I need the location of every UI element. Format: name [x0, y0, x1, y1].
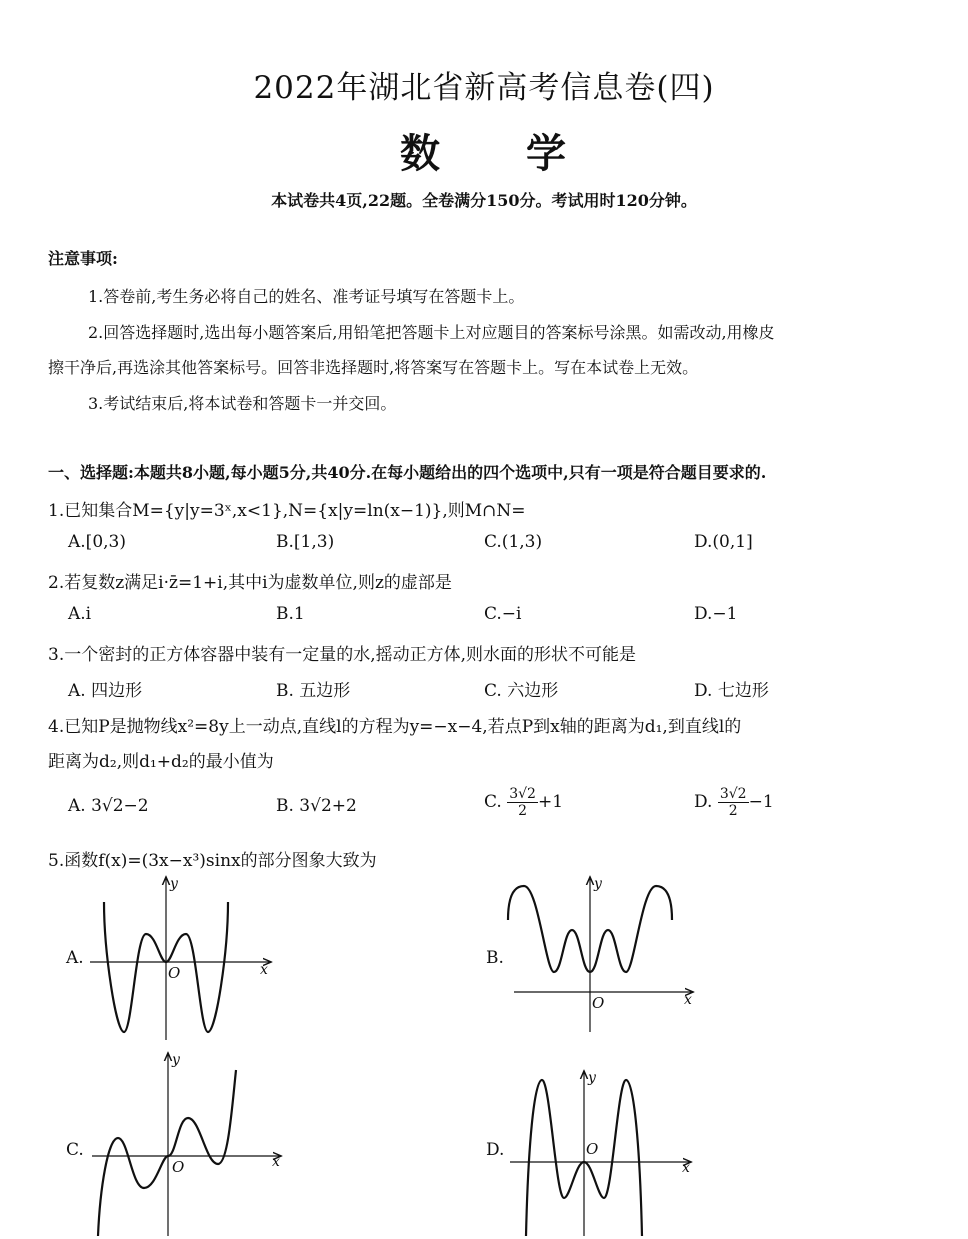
q1-option-c: C.(1,3): [484, 532, 543, 552]
figure-a-graph: [80, 872, 280, 1047]
q2-option-a: A.i: [68, 604, 92, 624]
q4-option-c-label: C.: [484, 792, 502, 813]
q4-c-denominator: 2: [518, 803, 528, 820]
q2-option-b: B.1: [276, 604, 305, 624]
figure-b-graph: [502, 872, 702, 1037]
note-item-2a: 2.回答选择题时,选出每小题答案后,用铅笔把答题卡上对应题目的答案标号涂黑。如需改动,用橡皮: [88, 323, 775, 342]
question-2-stem: 2.若复数z满足i·z̄=1+i,其中i为虚数单位,则z的虚部是: [48, 573, 452, 593]
q1-option-d: D.(0,1]: [694, 532, 753, 552]
q3-option-c: C. 六边形: [484, 681, 559, 701]
figure-a-y-label: y: [170, 876, 178, 892]
figure-a-x-label: x: [260, 962, 268, 978]
q2-option-c: C.−i: [484, 604, 522, 624]
figure-c-origin: O: [172, 1158, 185, 1176]
q1-option-b: B.[1,3): [276, 532, 335, 552]
q4-c-numerator: 3√2: [509, 786, 536, 802]
q4-option-a: A. 3√2−2: [68, 796, 149, 816]
figure-b-origin: O: [592, 994, 605, 1012]
figure-c-graph: [86, 1048, 290, 1238]
q3-option-b: B. 五边形: [276, 681, 351, 701]
page-title: 2022年湖北省新高考信息卷(四): [253, 70, 715, 106]
q4-option-d-label: D.: [694, 792, 713, 813]
q4-option-c-fraction: [507, 786, 538, 819]
figure-d-origin: O: [586, 1140, 599, 1158]
exam-info: 本试卷共4页,22题。全卷满分150分。考试用时120分钟。: [271, 191, 697, 210]
question-5-stem: 5.函数f(x)=(3x−x³)sinx的部分图象大致为: [48, 851, 377, 871]
figure-d-graph: [504, 1068, 700, 1238]
q4-d-numerator: 3√2: [719, 786, 747, 802]
q2-option-d: D.−1: [694, 604, 738, 624]
notes-title: 注意事项:: [48, 249, 118, 268]
figure-a-origin: O: [168, 964, 181, 982]
question-1-stem: 1.已知集合M={y|y=3ˣ,x<1},N={x|y=ln(x−1)},则M∩N=: [48, 501, 526, 521]
q3-option-d: D. 七边形: [694, 681, 769, 701]
section-heading: 一、选择题:本题共8小题,每小题5分,共40分.在每小题给出的四个选项中,只有一项是符合题目要求的.: [48, 463, 767, 482]
note-item-3: 3.考试结束后,将本试卷和答题卡一并交回。: [88, 394, 397, 413]
subject-title: 数 学: [400, 130, 568, 177]
q4-option-d-tail: −1: [748, 792, 774, 813]
figure-c-y-label: y: [172, 1052, 180, 1068]
figure-b-y-label: y: [594, 876, 602, 892]
figure-c-label: C.: [66, 1140, 84, 1160]
figure-c-x-label: x: [272, 1154, 280, 1170]
q4-option-b: B. 3√2+2: [276, 796, 357, 816]
note-item-2b: 擦干净后,再选涂其他答案标号。回答非选择题时,将答案写在答题卡上。写在本试卷上无效。: [48, 358, 699, 377]
q4-option-c: [484, 786, 563, 819]
q4-option-c-tail: +1: [537, 792, 564, 813]
q4-option-d-fraction: [718, 786, 749, 819]
q4-option-d: [694, 786, 774, 819]
figure-d-y-label: y: [588, 1070, 596, 1086]
q1-option-a: A.[0,3): [68, 532, 126, 552]
q3-option-a: A. 四边形: [68, 681, 143, 701]
note-item-1: 1.答卷前,考生务必将自己的姓名、准考证号填写在答题卡上。: [88, 287, 525, 306]
figure-d-label: D.: [486, 1140, 505, 1160]
figure-a-label: A.: [66, 948, 84, 968]
figure-c-curve: [98, 1070, 236, 1236]
q4-d-denominator: 2: [728, 803, 738, 820]
question-4-stem-line2: 距离为d₂,则d₁+d₂的最小值为: [48, 752, 274, 772]
question-4-stem-line1: 4.已知P是抛物线x²=8y上一动点,直线l的方程为y=−x−4,若点P到x轴的距离为d₁,到直线l的: [48, 717, 742, 737]
figure-d-x-label: x: [682, 1160, 690, 1176]
figure-b-x-label: x: [684, 992, 692, 1008]
figure-b-label: B.: [486, 948, 504, 968]
question-3-stem: 3.一个密封的正方体容器中装有一定量的水,摇动正方体,则水面的形状不可能是: [48, 645, 637, 665]
